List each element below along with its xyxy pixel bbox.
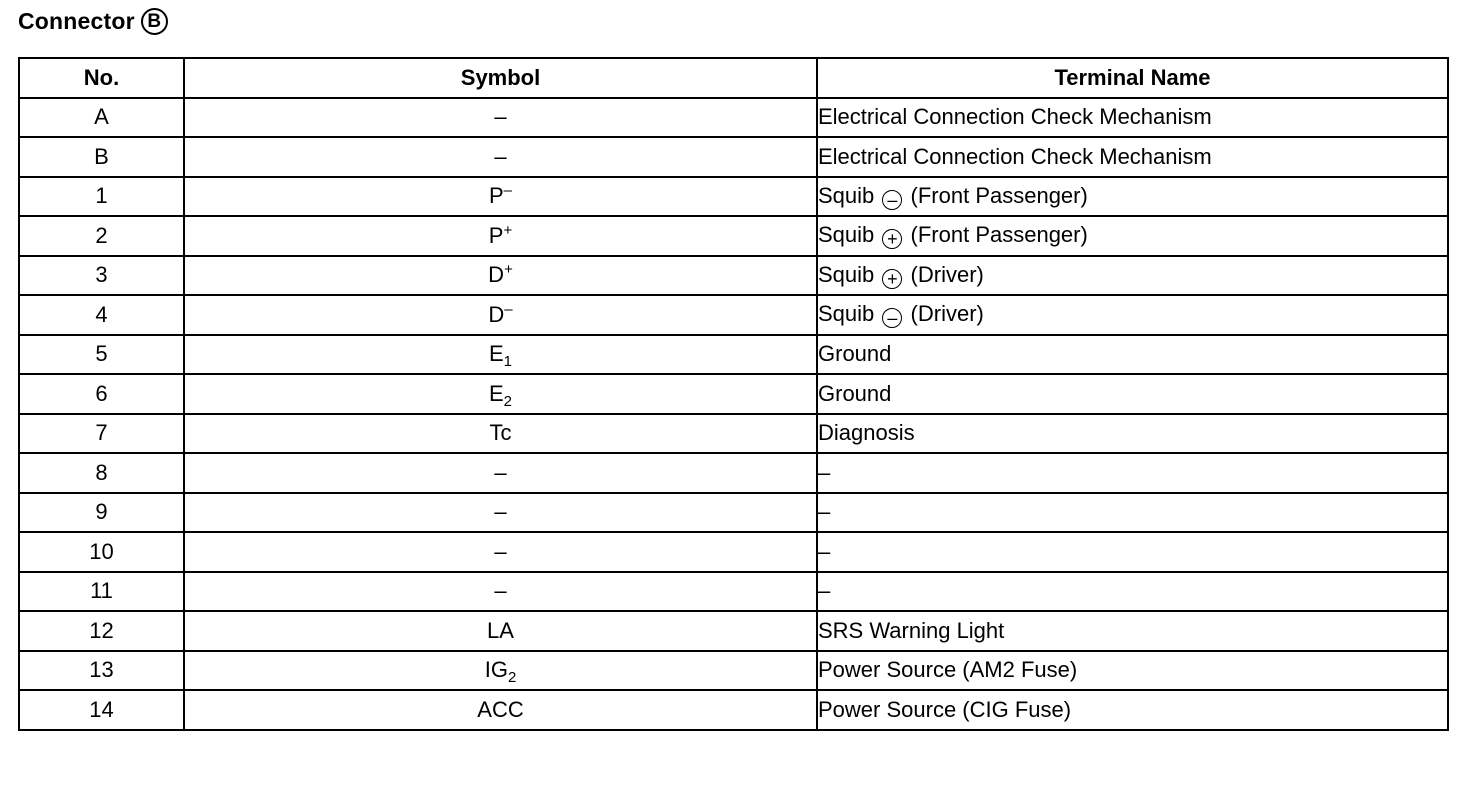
symbol-superscript: –: [503, 182, 513, 200]
table-row: [19, 177, 1448, 217]
cell-no: B: [19, 137, 184, 177]
cell-symbol: [184, 177, 817, 217]
cell-terminal-name: [817, 177, 1448, 217]
cell-symbol: [184, 611, 817, 651]
circled-minus-icon: –: [882, 190, 902, 210]
symbol-base: E: [488, 380, 504, 406]
table-row: [19, 137, 1448, 177]
terminal-name-detail: (Front Passenger): [910, 182, 1088, 208]
symbol-base: D: [488, 262, 505, 288]
symbol-base: –: [494, 143, 507, 169]
terminal-table: [18, 57, 1449, 731]
symbol-base: Tc: [489, 420, 512, 446]
header-symbol: Symbol: [184, 58, 817, 98]
cell-symbol: [184, 532, 817, 572]
symbol-superscript: –: [504, 300, 513, 318]
cell-symbol: [184, 335, 817, 375]
terminal-name-text: Electrical Connection Check Mechanism: [818, 104, 1212, 130]
cell-symbol: [184, 572, 817, 612]
cell-symbol: [184, 256, 817, 296]
table-row: [19, 414, 1448, 454]
cell-terminal-name: [817, 611, 1448, 651]
symbol-base: –: [494, 578, 507, 604]
cell-symbol: [184, 651, 817, 691]
cell-no: 13: [19, 651, 184, 691]
circled-minus-icon: –: [882, 308, 902, 328]
terminal-name-text: –: [818, 538, 831, 564]
cell-no: 10: [19, 532, 184, 572]
cell-terminal-name: [817, 572, 1448, 612]
cell-no: 8: [19, 453, 184, 493]
terminal-name-text: Squib: [818, 261, 875, 287]
table-row: [19, 651, 1448, 691]
circled-plus-icon: +: [882, 269, 902, 289]
cell-terminal-name: [817, 295, 1448, 335]
header-terminal-name: Terminal Name: [817, 58, 1448, 98]
terminal-name-text: Electrical Connection Check Mechanism: [818, 143, 1212, 169]
symbol-subscript: 2: [507, 669, 517, 687]
symbol-base: ACC: [477, 696, 524, 722]
cell-terminal-name: [817, 374, 1448, 414]
cell-symbol: [184, 414, 817, 454]
symbol-base: E: [488, 341, 504, 367]
cell-terminal-name: [817, 453, 1448, 493]
cell-no: 2: [19, 216, 184, 256]
cell-symbol: [184, 374, 817, 414]
table-row: [19, 98, 1448, 138]
terminal-name-text: SRS Warning Light: [818, 617, 1005, 643]
cell-terminal-name: [817, 256, 1448, 296]
cell-symbol: [184, 493, 817, 533]
terminal-name-text: Squib: [818, 301, 875, 327]
table-row: [19, 335, 1448, 375]
cell-terminal-name: [817, 532, 1448, 572]
symbol-base: –: [494, 459, 507, 485]
header-no: No.: [19, 58, 184, 98]
symbol-superscript: +: [504, 261, 513, 279]
circled-plus-icon: +: [882, 229, 902, 249]
terminal-name-text: Ground: [818, 380, 892, 406]
terminal-name-text: –: [818, 578, 831, 604]
cell-terminal-name: [817, 651, 1448, 691]
terminal-name-text: Diagnosis: [818, 420, 915, 446]
cell-terminal-name: [817, 98, 1448, 138]
table-row: [19, 611, 1448, 651]
table-body: [19, 98, 1448, 730]
cell-no: 5: [19, 335, 184, 375]
cell-no: 3: [19, 256, 184, 296]
cell-terminal-name: [817, 690, 1448, 730]
symbol-base: P: [488, 183, 504, 209]
cell-symbol: [184, 216, 817, 256]
cell-no: A: [19, 98, 184, 138]
cell-symbol: [184, 453, 817, 493]
cell-no: 12: [19, 611, 184, 651]
terminal-name-text: Power Source (CIG Fuse): [818, 696, 1072, 722]
cell-terminal-name: [817, 335, 1448, 375]
cell-terminal-name: [817, 216, 1448, 256]
symbol-base: P: [488, 222, 504, 248]
cell-symbol: [184, 98, 817, 138]
cell-no: 11: [19, 572, 184, 612]
connector-title: [18, 4, 168, 38]
terminal-name-text: Squib: [818, 182, 875, 208]
terminal-name-detail: (Front Passenger): [910, 222, 1088, 248]
cell-no: 9: [19, 493, 184, 533]
cell-no: 1: [19, 177, 184, 217]
table-row: [19, 532, 1448, 572]
symbol-superscript: +: [503, 221, 513, 239]
table-header-row: [19, 58, 1448, 98]
table-row: [19, 256, 1448, 296]
table-row: [19, 295, 1448, 335]
symbol-subscript: 1: [503, 353, 513, 371]
cell-symbol: [184, 137, 817, 177]
symbol-base: –: [494, 104, 507, 130]
connector-badge: B: [141, 8, 168, 35]
cell-symbol: [184, 690, 817, 730]
cell-no: 7: [19, 414, 184, 454]
symbol-base: IG: [484, 657, 508, 683]
table-row: [19, 453, 1448, 493]
cell-terminal-name: [817, 414, 1448, 454]
cell-no: 6: [19, 374, 184, 414]
table-row: [19, 493, 1448, 533]
terminal-name-text: –: [818, 459, 831, 485]
terminal-name-detail: (Driver): [910, 301, 984, 327]
terminal-name-text: Squib: [818, 222, 875, 248]
table-row: [19, 572, 1448, 612]
table-row: [19, 690, 1448, 730]
symbol-base: D: [488, 301, 505, 327]
terminal-name-text: Power Source (AM2 Fuse): [818, 657, 1078, 683]
cell-no: 4: [19, 295, 184, 335]
connector-title-text: Connector: [18, 7, 135, 34]
symbol-subscript: 2: [503, 392, 513, 410]
table-row: [19, 216, 1448, 256]
table-row: [19, 374, 1448, 414]
cell-terminal-name: [817, 493, 1448, 533]
cell-no: 14: [19, 690, 184, 730]
terminal-name-text: Ground: [818, 341, 892, 367]
terminal-name-text: –: [818, 499, 831, 525]
cell-terminal-name: [817, 137, 1448, 177]
symbol-base: –: [494, 538, 507, 564]
terminal-name-detail: (Driver): [910, 261, 984, 287]
symbol-base: LA: [487, 617, 514, 643]
cell-symbol: [184, 295, 817, 335]
symbol-base: –: [494, 499, 507, 525]
